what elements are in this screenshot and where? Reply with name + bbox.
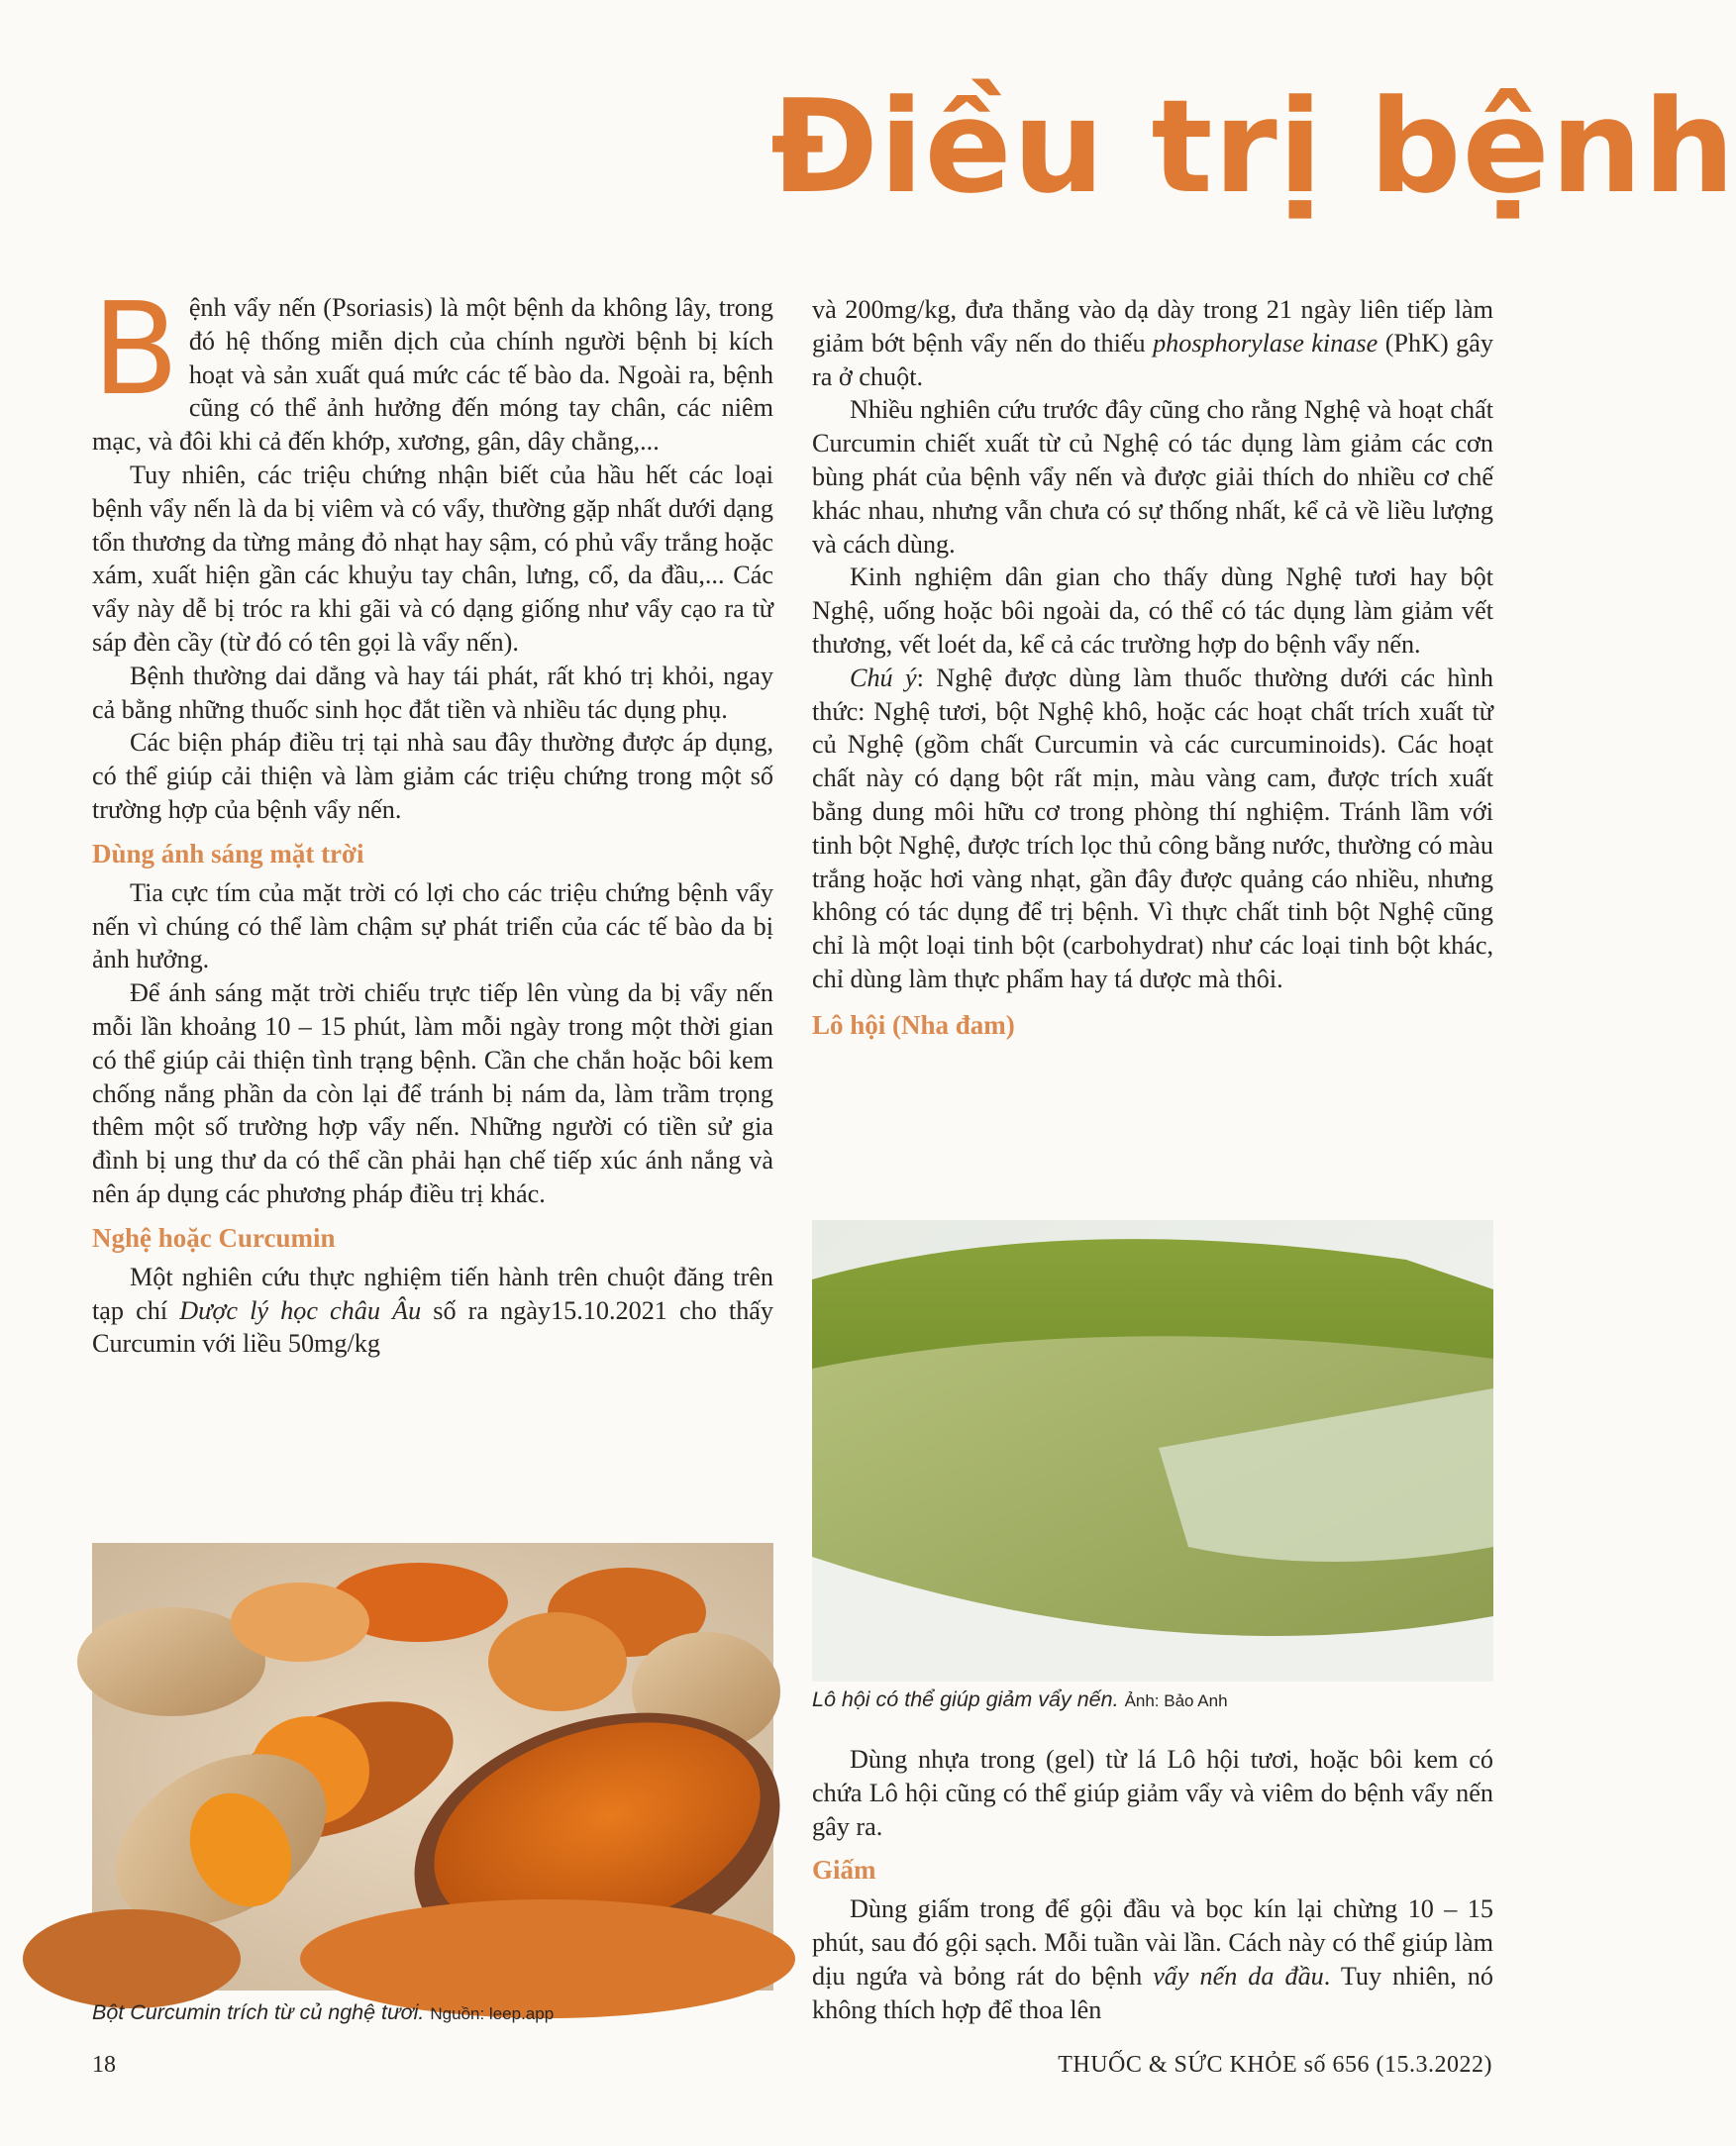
caption-source: Ảnh: Bảo Anh bbox=[1124, 1691, 1228, 1710]
intro-paragraph bbox=[92, 276, 773, 459]
journal-name: Dược lý học châu Âu bbox=[179, 1295, 422, 1325]
caption-text: Bột Curcumin trích từ củ nghệ tươi. bbox=[92, 2000, 425, 2024]
section-heading-aloe: Lô hội (Nha đam) bbox=[812, 1009, 1015, 1040]
text: Một nghiên cứu thực nghiệm tiến hành trên chuột đăng trên tạp chí bbox=[92, 1262, 773, 1325]
aloe-photo bbox=[812, 1220, 1493, 1682]
paragraph: Tia cực tím của mặt trời có lợi cho các triệu chứng bệnh vẩy nến vì chúng có thể làm chậm sự phát triển của các tế bào da bị ảnh hưởng. bbox=[92, 877, 773, 974]
text: . Tuy nhiên, nó không thích hợp để thoa lên bbox=[812, 1961, 1493, 2024]
section-heading-curcumin: Nghệ hoặc Curcumin bbox=[92, 1222, 336, 1253]
text: Dùng giấm trong để gội đầu và bọc kín lại chừng 10 – 15 phút, sau đó gội sạch. Mỗi tuần vài lần. Cách này có thể giúp làm dịu ngứa và bỏng rát do bệnh bbox=[812, 1894, 1493, 1991]
paragraph: Nhiều nghiên cứu trước đây cũng cho rằng Nghệ và hoạt chất Curcumin chiết xuất từ củ Nghệ có tác dụng làm giảm các cơn bùng phát của bệnh vẩy nến và được giải thích do nhiều cơ chế khác nhau, nhưng vẫn chưa có sự thống nhất, kể cả về liều lượng và cách dùng. bbox=[812, 395, 1493, 559]
text: (PhK) gây ra ở chuột. bbox=[812, 328, 1493, 391]
paragraph bbox=[92, 1261, 773, 1361]
condition-name: vẩy nến da đầu bbox=[1153, 1961, 1324, 1991]
note-label: Chú ý bbox=[850, 663, 917, 692]
turmeric-image bbox=[92, 1543, 773, 1991]
paragraph: Tuy nhiên, các triệu chứng nhận biết của hầu hết các loại bệnh vẩy nến là da bị viêm và có vẩy, thường gặp nhất dưới dạng tổn thương da từng mảng đỏ nhạt hay sậm, có phủ vẩy trắng hoặc xám, xuất hiện gần các khuỷu tay chân, lưng, cổ, da đầu,... Các vẩy này dễ bị tróc ra khi gãi và có dạng giống như vẩy cạo ra từ sáp đèn cầy (từ đó có tên gọi là vẩy nến). bbox=[92, 460, 773, 657]
paragraph: Để ánh sáng mặt trời chiếu trực tiếp lên vùng da bị vẩy nến mỗi lần khoảng 10 – 15 phút, làm mỗi ngày trong một thời gian có thể giúp cải thiện tình trạng bệnh. Cần che chắn hoặc bôi kem chống nắng phần da còn lại để tránh bị nám da, làm trầm trọng thêm một số trường hợp vẩy nến. Những người có tiền sử gia đình bị ung thư da có thể cần phải hạn chế tiếp xúc ánh nắng và nên áp dụng các phương pháp điều trị khác. bbox=[92, 978, 773, 1208]
caption-text: Lô hội có thể giúp giảm vẩy nến. bbox=[812, 1687, 1119, 1711]
section-heading-sunlight: Dùng ánh sáng mặt trời bbox=[92, 838, 364, 869]
paragraph: Bệnh thường dai dẳng và hay tái phát, rất khó trị khỏi, ngay cả bằng những thuốc sinh học đắt tiền và nhiều tác dụng phụ. bbox=[92, 661, 773, 724]
publication-info: THUỐC & SỨC KHỎE số 656 (15.3.2022) bbox=[1058, 2052, 1492, 2078]
intro-text: ệnh vẩy nến (Psoriasis) là một bệnh da không lây, trong đó hệ thống miễn dịch của chính người bệnh bị kích hoạt và sản xuất quá mức các tế bào da. Ngoài ra, bệnh cũng có thể ảnh hưởng đến móng tay chân, các niêm mạc, và đôi khi cả đến khớp, xương, gân, dây chằng,... bbox=[92, 293, 773, 457]
paragraph bbox=[812, 293, 1493, 393]
aloe-caption bbox=[812, 1687, 1228, 1712]
paragraph bbox=[812, 1892, 1493, 2026]
right-column-top bbox=[812, 293, 1493, 1048]
turmeric-photo bbox=[92, 1543, 773, 1991]
text: : Nghệ được dùng làm thuốc thường dưới các hình thức: Nghệ tươi, bột Nghệ khô, hoặc các hoạt chất trích xuất từ củ Nghệ (gồm chất Curcumin và các curcuminoids). Các hoạt chất này có dạng bột rất mịn, màu vàng cam, được trích xuất bằng dung môi hữu cơ trong phòng thí nghiệm. Tránh lầm với tinh bột Nghệ, được trích lọc thủ công bằng nước, thường có màu trắng hoặc hơi vàng nhạt, gần đây được quảng cáo nhiều, nhưng không có tác dụng để trị bệnh. Vì thực chất tinh bột Nghệ cũng chỉ là một loại tinh bột (carbohydrat) như các loại tinh bột khác, chỉ dùng làm thực phẩm hay tá dược mà thôi. bbox=[812, 663, 1493, 993]
paragraph: Các biện pháp điều trị tại nhà sau đây thường được áp dụng, có thể giúp cải thiện và làm giảm các triệu chứng trong một số trường hợp của bệnh vẩy nến. bbox=[92, 728, 773, 824]
article-title: Điều trị bệnh bbox=[770, 71, 1736, 222]
text: và 200mg/kg, đưa thẳng vào dạ dày trong 21 ngày liên tiếp làm giảm bớt bệnh vẩy nến do thiếu bbox=[812, 295, 1493, 358]
right-column-bottom bbox=[812, 1743, 1493, 2027]
turmeric-caption bbox=[92, 2000, 554, 2025]
paragraph bbox=[812, 662, 1493, 996]
page-number: 18 bbox=[92, 2052, 116, 2078]
section-heading-vinegar: Giấm bbox=[812, 1855, 876, 1886]
drop-cap: B bbox=[92, 276, 179, 424]
left-column bbox=[92, 276, 774, 1361]
text: số ra ngày15.10.2021 cho thấy Curcumin với liều 50mg/kg bbox=[92, 1295, 774, 1359]
paragraph: Dùng nhựa trong (gel) từ lá Lô hội tươi, hoặc bôi kem có chứa Lô hội cũng có thể giúp giảm vẩy và viêm do bệnh vẩy nến gây ra. bbox=[812, 1745, 1493, 1841]
caption-source: Nguồn: leep.app bbox=[430, 2004, 555, 2023]
aloe-image bbox=[812, 1220, 1493, 1682]
paragraph: Kinh nghiệm dân gian cho thấy dùng Nghệ tươi hay bột Nghệ, uống hoặc bôi ngoài da, có thể có tác dụng làm giảm vết thương, vết loét da, kể cả các trường hợp do bệnh vẩy nến. bbox=[812, 562, 1493, 659]
enzyme-name: phosphorylase kinase bbox=[1153, 328, 1379, 358]
